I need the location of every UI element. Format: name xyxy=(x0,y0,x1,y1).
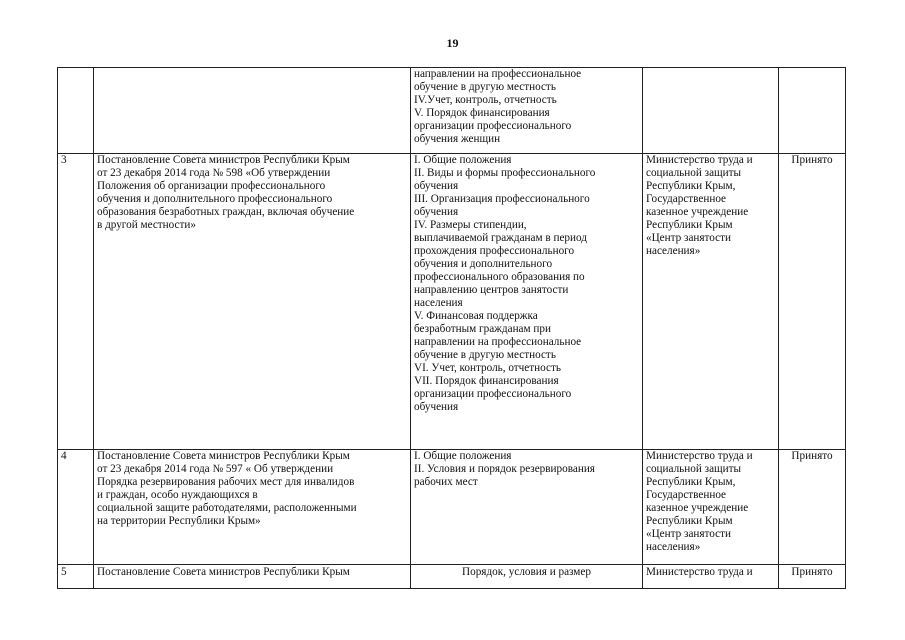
table-row xyxy=(58,68,846,154)
row-number-text: 4 xyxy=(61,450,67,462)
status-cell xyxy=(779,450,846,565)
responsible-organization-line: «Центр занятости xyxy=(646,232,732,244)
row-number-cell xyxy=(58,565,94,589)
act-sections-cell xyxy=(411,154,643,450)
act-sections-line: направлении на профессиональное xyxy=(414,68,582,80)
act-sections-line: направлению центров занятости xyxy=(414,284,569,296)
act-title-line: Постановление Совета министров Республики Крым xyxy=(97,450,350,462)
page-number: 19 xyxy=(446,36,459,50)
responsible-organization-cell xyxy=(643,154,779,450)
responsible-organization-line: населения» xyxy=(646,245,701,257)
act-sections-line: населения xyxy=(414,297,463,309)
act-sections-line: безработным гражданам при xyxy=(414,323,551,335)
act-sections-line: Порядок, условия и размер xyxy=(462,566,591,578)
table-row xyxy=(58,565,846,589)
responsible-organization-line: Министерство труда и xyxy=(646,566,753,578)
act-title-line: на территории Республики Крым» xyxy=(97,515,261,527)
act-sections-line: II. Виды и формы профессионального xyxy=(414,167,596,179)
act-sections-line: профессионального образования по xyxy=(414,271,585,283)
act-sections-line: II. Условия и порядок резервирования xyxy=(414,463,595,475)
act-sections-line: V. Финансовая поддержка xyxy=(414,310,538,322)
act-sections-line: обучение в другую местность xyxy=(414,349,556,361)
act-sections-cell xyxy=(411,68,643,154)
act-title-line: Постановление Совета министров Республики Крым xyxy=(97,154,350,166)
responsible-organization-line: социальной защиты xyxy=(646,167,742,179)
row-number-cell xyxy=(58,154,94,450)
responsible-organization-line: социальной защиты xyxy=(646,463,742,475)
act-sections-line: VII. Порядок финансирования xyxy=(414,375,559,387)
responsible-organization-line: населения» xyxy=(646,541,701,553)
act-sections-cell xyxy=(411,450,643,565)
act-sections-line: выплачиваемой гражданам в период xyxy=(414,232,587,244)
responsible-organization-line: Министерство труда и xyxy=(646,450,753,462)
responsible-organization-line: Министерство труда и xyxy=(646,154,753,166)
responsible-organization-line: Республики Крым, xyxy=(646,476,736,488)
act-title-line: и граждан, особо нуждающихся в xyxy=(97,489,258,501)
responsible-organization-line: Республики Крым, xyxy=(646,180,736,192)
act-title-cell xyxy=(94,565,411,589)
act-sections-line: обучения xyxy=(414,401,459,413)
act-title-line: в другой местности» xyxy=(97,219,196,231)
act-sections-line: направлении на профессиональное xyxy=(414,336,582,348)
act-sections-line: обучения xyxy=(414,206,459,218)
act-sections-line: V. Порядок финансирования xyxy=(414,107,550,119)
responsible-organization-cell xyxy=(643,565,779,589)
responsible-organization-line: Республики Крым xyxy=(646,515,733,527)
act-sections-line: VI. Учет, контроль, отчетность xyxy=(414,362,561,374)
act-sections-line: IV. Размеры стипендии, xyxy=(414,219,527,231)
row-number-cell xyxy=(58,68,94,154)
responsible-organization-line: казенное учреждение xyxy=(646,502,749,514)
act-title-cell xyxy=(94,154,411,450)
table-row xyxy=(58,450,846,565)
row-number-text: 5 xyxy=(61,566,67,578)
status-text: Принято xyxy=(791,450,833,462)
act-title-line: Положения об организации профессионального xyxy=(97,180,326,192)
status-cell xyxy=(779,565,846,589)
act-sections-cell xyxy=(411,565,643,589)
legal-acts-table xyxy=(57,67,846,589)
act-title-line: от 23 декабря 2014 года № 597 « Об утверждении xyxy=(97,463,334,475)
row-number-cell xyxy=(58,450,94,565)
act-sections-line: обучения женщин xyxy=(414,133,501,145)
act-sections-line: III. Организация профессионального xyxy=(414,193,590,205)
act-title-line: социальной защите работодателями, расположенными xyxy=(97,502,357,514)
responsible-organization-line: Государственное xyxy=(646,193,727,205)
act-sections-line: организации профессионального xyxy=(414,388,572,400)
act-sections-line: I. Общие положения xyxy=(414,450,512,462)
act-sections-line: обучения xyxy=(414,180,459,192)
responsible-organization-line: казенное учреждение xyxy=(646,206,749,218)
responsible-organization-cell xyxy=(643,450,779,565)
act-title-cell xyxy=(94,450,411,565)
act-sections-line: обучения и дополнительного xyxy=(414,258,553,270)
act-title-line: Порядка резервирования рабочих мест для инвалидов xyxy=(97,476,355,488)
responsible-organization-line: Государственное xyxy=(646,489,727,501)
act-title-line: обучения и дополнительного профессионального xyxy=(97,193,333,205)
row-number-text: 3 xyxy=(61,154,67,166)
table-row xyxy=(58,154,846,450)
act-sections-line: организации профессионального xyxy=(414,120,572,132)
responsible-organization-cell xyxy=(643,68,779,154)
act-title-line: Постановление Совета министров Республики Крым xyxy=(97,566,350,578)
act-title-line: образования безработных граждан, включая обучение xyxy=(97,206,355,218)
act-sections-line: IV.Учет, контроль, отчетность xyxy=(414,94,557,106)
act-sections-line: прохождения профессионального xyxy=(414,245,575,257)
status-cell xyxy=(779,68,846,154)
responsible-organization-line: Республики Крым xyxy=(646,219,733,231)
act-title-line: от 23 декабря 2014 года № 598 «Об утверждении xyxy=(97,167,331,179)
status-text: Принято xyxy=(791,154,833,166)
act-sections-line: рабочих мест xyxy=(414,476,478,488)
act-sections-line: обучение в другую местность xyxy=(414,81,556,93)
status-text: Принято xyxy=(791,566,833,578)
act-title-cell xyxy=(94,68,411,154)
act-sections-line: I. Общие положения xyxy=(414,154,512,166)
status-cell xyxy=(779,154,846,450)
responsible-organization-line: «Центр занятости xyxy=(646,528,732,540)
